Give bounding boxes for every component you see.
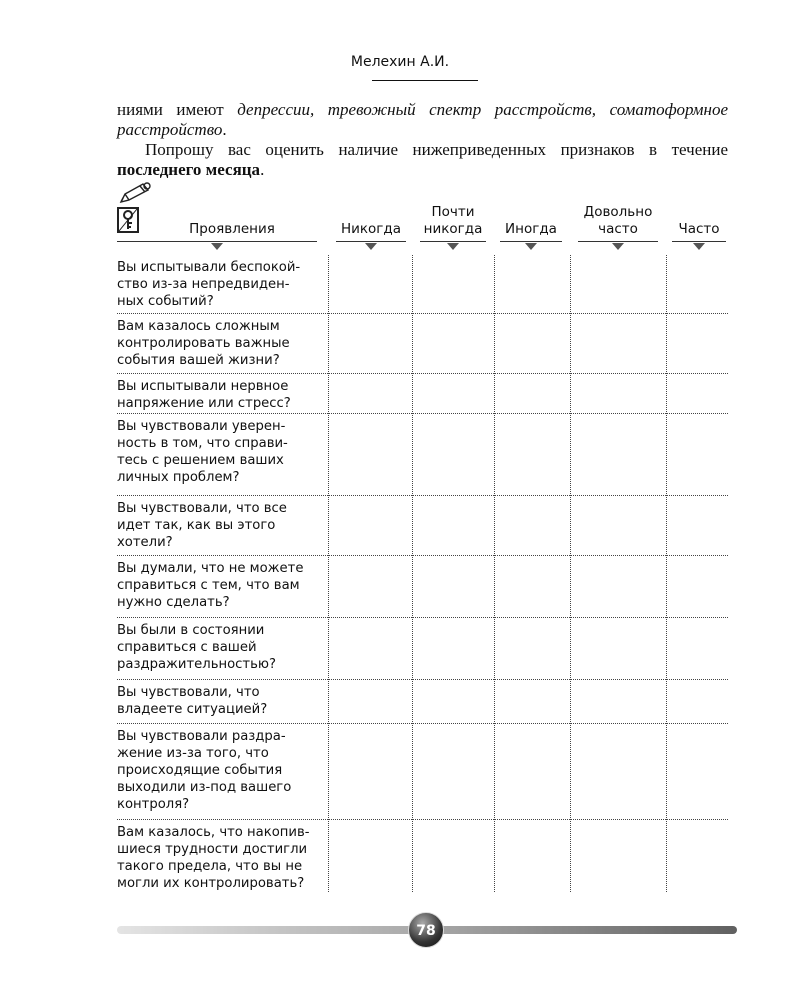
column-header: Довольно часто [583,204,653,237]
triangle-down-icon [693,243,705,250]
question-text [117,500,329,551]
answer-cell-Никогда[interactable] [328,820,412,892]
answer-cell-Почти никогда[interactable] [412,496,494,555]
column-header-rule [672,241,726,242]
page-number: 78 [408,912,444,948]
key-icon [117,207,139,233]
answer-cell-Никогда[interactable] [328,556,412,617]
answer-cell-Иногда[interactable] [494,724,570,819]
column-header-rule [500,241,562,242]
question-line: ство из-за непредвиден- [117,277,290,292]
answer-cell-Никогда[interactable] [328,618,412,679]
triangle-down-icon [447,243,459,250]
table-row [117,820,728,892]
answer-cell-Никогда[interactable] [328,496,412,555]
column-header-rule [117,241,317,242]
column-header-rule [336,241,406,242]
question-text [117,622,329,673]
answer-cell-Довольно часто[interactable] [570,556,666,617]
column-header: Почти никогда [423,204,483,237]
table-row [117,496,728,556]
question-line: шиеся трудности достигли [117,842,308,857]
question-line: справиться с вашей [117,640,257,655]
question-line: происходящие события [117,763,283,778]
answer-cell-Почти никогда[interactable] [412,255,494,313]
answer-cell-Часто[interactable] [666,618,728,679]
question-line: контролировать важные [117,336,290,351]
question-line: Вы чувствовали раздра- [117,729,286,744]
question-line: могли их контролировать? [117,876,305,891]
question-line: такого предела, что вы не [117,859,303,874]
question-line: раздражительностью? [117,657,276,672]
answer-cell-Никогда[interactable] [328,680,412,723]
answer-cell-Иногда[interactable] [494,496,570,555]
question-line: Вы чувствовали, что все [117,501,287,516]
answer-cell-Никогда[interactable] [328,374,412,413]
answer-cell-Часто[interactable] [666,496,728,555]
answer-cell-Довольно часто[interactable] [570,374,666,413]
answer-cell-Часто[interactable] [666,724,728,819]
answer-cell-Часто[interactable] [666,314,728,373]
answer-cell-Никогда[interactable] [328,314,412,373]
text: Попрошу вас оценить наличие нижеприведенных признаков в течение [145,140,728,159]
answer-cell-Довольно часто[interactable] [570,314,666,373]
table-row [117,255,728,314]
question-line: личных проблем? [117,470,240,485]
table-row [117,724,728,820]
question-line: Вам казалось, что накопив- [117,825,310,840]
text: . [260,160,265,179]
triangle-down-icon [365,243,377,250]
question-line: Вам казалось сложным [117,319,280,334]
answer-cell-Почти никогда[interactable] [412,618,494,679]
question-line: Вы испытывали беспокой- [117,260,301,275]
answer-cell-Часто[interactable] [666,556,728,617]
answer-cell-Почти никогда[interactable] [412,556,494,617]
question-line: Вы были в состоянии [117,623,265,638]
question-line: жение из-за того, что [117,746,269,761]
answer-cell-Часто[interactable] [666,255,728,313]
table-row [117,618,728,680]
answer-cell-Почти никогда[interactable] [412,820,494,892]
answer-cell-Иногда[interactable] [494,618,570,679]
question-text [117,824,329,892]
answer-cell-Часто[interactable] [666,414,728,495]
answer-cell-Почти никогда[interactable] [412,680,494,723]
table-row [117,374,728,414]
question-line: хотели? [117,535,173,550]
question-text [117,259,329,310]
answer-cell-Иногда[interactable] [494,314,570,373]
question-line: Вы испытывали нервное [117,379,289,394]
answer-cell-Иногда[interactable] [494,255,570,313]
question-line: Вы чувствовали уверен- [117,419,286,434]
answer-cell-Довольно часто[interactable] [570,414,666,495]
italic-text: депрессии, тревожный спектр расстройств, соматоформное расстройство [117,100,728,139]
triangle-down-icon [525,243,537,250]
question-line: выходили из-под вашего [117,780,292,795]
question-line: напряжение или стресс? [117,396,291,411]
answer-cell-Почти никогда[interactable] [412,724,494,819]
answer-cell-Довольно часто[interactable] [570,680,666,723]
column-header: Проявления [189,221,275,237]
question-line: контроля? [117,797,190,812]
answer-cell-Часто[interactable] [666,680,728,723]
text: . [222,120,227,139]
question-text [117,418,329,486]
intro-paragraph-2 [117,140,728,180]
answer-cell-Почти никогда[interactable] [412,414,494,495]
header-rule [372,80,478,81]
question-line: события вашей жизни? [117,353,280,368]
triangle-down-icon [612,243,624,250]
question-text [117,728,329,813]
question-line: тесь с решением ваших [117,453,284,468]
text: ниями имеют [117,100,238,119]
answer-cell-Довольно часто[interactable] [570,618,666,679]
question-line: идет так, как вы этого [117,518,276,533]
answer-cell-Иногда[interactable] [494,820,570,892]
triangle-down-icon [211,243,223,250]
answer-cell-Довольно часто[interactable] [570,820,666,892]
answer-cell-Почти никогда[interactable] [412,374,494,413]
intro-paragraph-1 [117,100,728,140]
answer-cell-Довольно часто[interactable] [570,255,666,313]
answer-cell-Никогда[interactable] [328,255,412,313]
question-line: владеете ситуацией? [117,702,268,717]
column-header: Никогда [340,221,402,237]
answer-cell-Иногда[interactable] [494,680,570,723]
answer-cell-Часто[interactable] [666,374,728,413]
table-row [117,556,728,618]
question-text [117,378,329,412]
table-row [117,314,728,374]
answer-cell-Довольно часто[interactable] [570,496,666,555]
column-header: Иногда [505,221,557,237]
table-row [117,680,728,724]
answer-cell-Почти никогда[interactable] [412,314,494,373]
column-header: Часто [678,221,720,237]
pencil-icon [118,181,154,205]
question-text [117,318,329,369]
question-text [117,560,329,611]
question-line: ность в том, что справи- [117,436,288,451]
question-text [117,684,329,718]
question-line: Вы чувствовали, что [117,685,260,700]
answer-cell-Иногда[interactable] [494,374,570,413]
question-line: справиться с тем, что вам [117,578,300,593]
bold-text: последнего месяца [117,160,261,179]
column-header-rule [578,241,658,242]
answer-cell-Никогда[interactable] [328,724,412,819]
question-line: Вы думали, что не можете [117,561,304,576]
question-line: нужно сделать? [117,595,230,610]
table-row [117,414,728,496]
question-line: ных событий? [117,294,214,309]
answer-cell-Довольно часто[interactable] [570,724,666,819]
answer-cell-Часто[interactable] [666,820,728,892]
column-header-rule [420,241,486,242]
answer-cell-Иногда[interactable] [494,556,570,617]
answer-cell-Никогда[interactable] [328,414,412,495]
running-header: Мелехин А.И. [350,54,450,70]
answer-cell-Иногда[interactable] [494,414,570,495]
